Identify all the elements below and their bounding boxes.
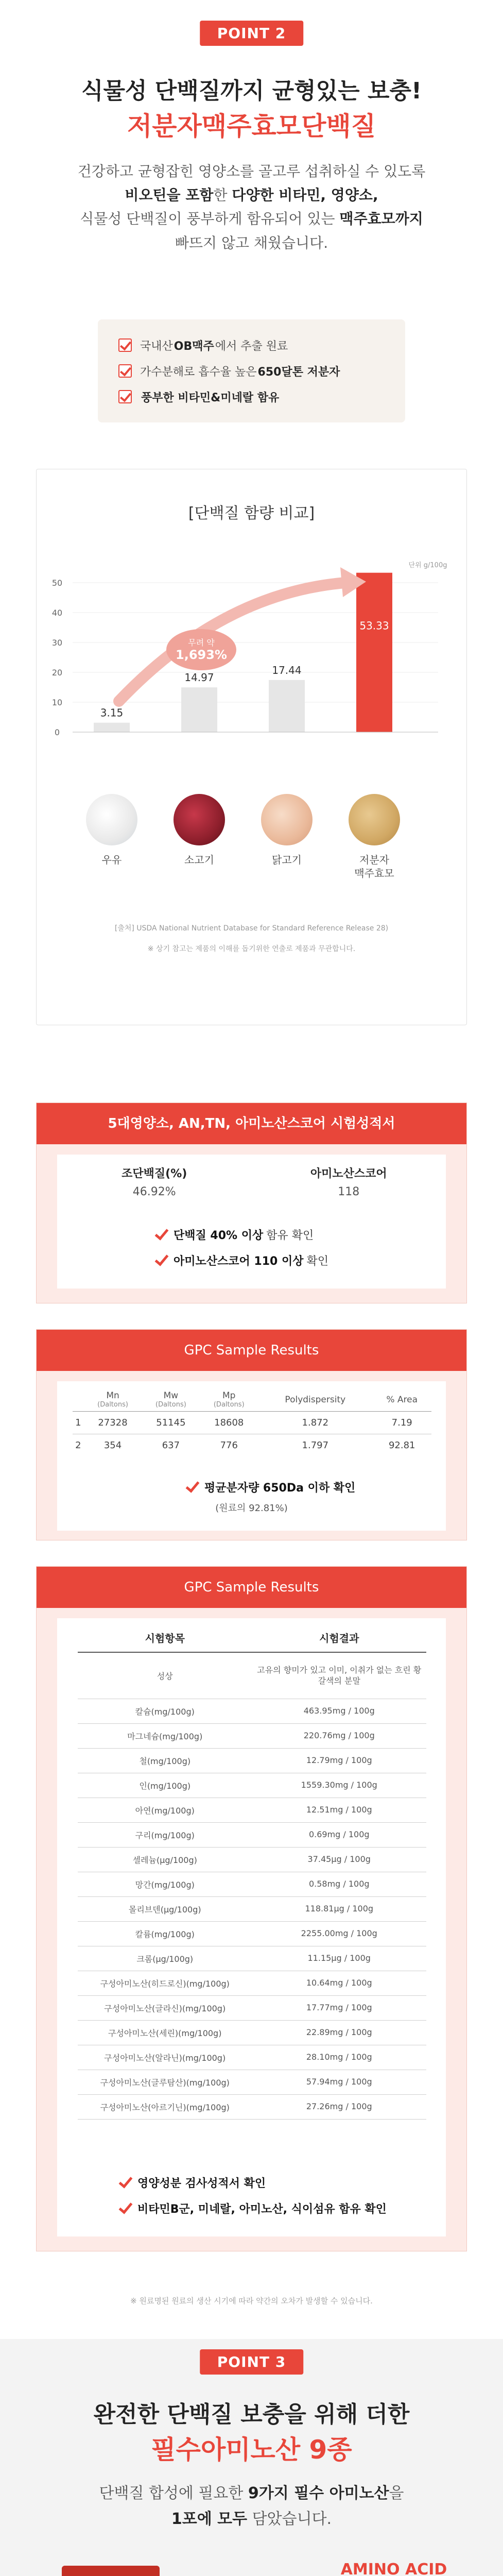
test-report-panel bbox=[36, 1103, 467, 1303]
stick-cap bbox=[62, 2566, 160, 2576]
desc-line-2: 비오틴을 포함한 다양한 비타민, 영양소, bbox=[125, 187, 378, 204]
checkbox-icon bbox=[118, 390, 132, 403]
nutrient-result: 37.45μg / 100g bbox=[252, 1847, 427, 1872]
unit-label: 단위 g/100g bbox=[408, 562, 447, 569]
check-icon bbox=[155, 1229, 167, 1241]
point2-headline: 식물성 단백질까지 균형있는 보충! bbox=[81, 78, 422, 104]
check-protein: 단백질 40% 이상 함유 확인 bbox=[155, 1227, 314, 1243]
nutrient-item: 구성아미노산(아르기닌)(mg/100g) bbox=[78, 2094, 252, 2119]
table-row bbox=[78, 1946, 426, 1971]
y-tick-label: 0 bbox=[54, 727, 60, 737]
bar-value-label: 17.44 bbox=[272, 664, 302, 676]
nutrient-result: 0.69mg / 100g bbox=[252, 1822, 427, 1847]
nutrient-result: 17.77mg / 100g bbox=[252, 1995, 427, 2020]
chart-disclaimer: ※ 상기 참고는 제품의 이해를 돕기위한 연출로 제품과 무관합니다. bbox=[147, 945, 356, 953]
point2-badge: POINT 2 bbox=[200, 21, 304, 46]
chart-source: [출처] USDA National Nutrient Database for Standard Reference Release 28) bbox=[114, 924, 389, 933]
chart-title: [단백질 함량 비교] bbox=[188, 504, 315, 522]
nutrient-table bbox=[78, 1623, 426, 2120]
amino-score-value: 118 bbox=[338, 1185, 360, 1198]
nutrient-item: 칼륨(mg/100g) bbox=[78, 1921, 252, 1946]
nutrient-result: 1559.30mg / 100g bbox=[252, 1773, 427, 1798]
amino-score-label: 아미노산스코어 bbox=[310, 1167, 387, 1180]
point2-subheadline: 저분자맥주효모단백질 bbox=[127, 111, 376, 141]
nutrient-body bbox=[57, 1618, 446, 2236]
nutrient-item: 마그네슘(mg/100g) bbox=[78, 1723, 252, 1748]
table-row bbox=[78, 2045, 426, 2070]
nutrient-result: 2255.00mg / 100g bbox=[252, 1921, 427, 1946]
check-icon bbox=[186, 1481, 198, 1494]
bar-value-label: 14.97 bbox=[184, 671, 214, 684]
point3-section bbox=[0, 2339, 503, 2576]
nutrient-item: 크롬(μg/100g) bbox=[78, 1946, 252, 1971]
food-label: 우유 bbox=[101, 854, 122, 866]
gpc-results-panel bbox=[36, 1329, 467, 1540]
point3-headline: 완전한 단백질 보충을 위해 더한 bbox=[93, 2401, 410, 2428]
gpc-header: GPC Sample Results bbox=[37, 1330, 466, 1371]
nutrient-result: 57.94mg / 100g bbox=[252, 2070, 427, 2094]
bar-1 bbox=[94, 723, 130, 732]
amino-acid-title: AMINO ACID bbox=[340, 2561, 447, 2576]
bar-3 bbox=[269, 680, 305, 732]
table-row bbox=[78, 2070, 426, 2094]
table-row bbox=[78, 1971, 426, 1995]
y-tick-label: 20 bbox=[51, 668, 63, 677]
desc-line-2: 1포에 모두 담았습니다. bbox=[171, 2510, 332, 2528]
desc-line-4: 빠뜨지 않고 채웠습니다. bbox=[175, 234, 328, 251]
checklist-item: 가수분해로 흡수율 높은 650달톤 저분자 bbox=[118, 361, 341, 381]
nutrient-result: 12.51mg / 100g bbox=[252, 1798, 427, 1822]
chicken-image bbox=[261, 794, 313, 845]
table-row bbox=[78, 1773, 426, 1798]
nutrient-item: 구성아미노산(글루탐산)(mg/100g) bbox=[78, 2070, 252, 2094]
table-row bbox=[78, 1652, 426, 1699]
nutrient-result: 118.81μg / 100g bbox=[252, 1896, 427, 1921]
bar-4 bbox=[356, 573, 392, 732]
test-report-header: 5대영양소, AN,TN, 아미노산스코어 시험성적서 bbox=[37, 1103, 466, 1144]
nutrient-result: 10.64mg / 100g bbox=[252, 1971, 427, 1995]
nutrient-item: 칼슘(mg/100g) bbox=[78, 1699, 252, 1723]
protein-label: 조단백질(%) bbox=[122, 1167, 187, 1180]
gpc-table-header: Mn (Daltons) Mw (Daltons) Mp (Daltons) Polydispersity % Area bbox=[73, 1388, 431, 1411]
nutrient-result: 27.26mg / 100g bbox=[252, 2094, 427, 2119]
table-row bbox=[78, 1921, 426, 1946]
nutrient-item: 구성아미노산(히드로신)(mg/100g) bbox=[78, 1971, 252, 1995]
table-row: 1 27328 51145 18608 1.872 7.19 bbox=[73, 1411, 431, 1434]
y-tick-label: 30 bbox=[51, 638, 63, 648]
product-stick-image bbox=[62, 2566, 160, 2576]
table-row bbox=[78, 1896, 426, 1921]
check-vitamins: 비타민B군, 미네랄, 아미노산, 식이섬유 함유 확인 bbox=[119, 2200, 390, 2216]
table-row bbox=[78, 1699, 426, 1723]
nutrient-result: 463.95mg / 100g bbox=[252, 1699, 427, 1723]
table-row bbox=[78, 2020, 426, 2045]
nutrient-results-panel bbox=[36, 1566, 467, 2251]
table-row bbox=[78, 1995, 426, 2020]
point3-description bbox=[0, 2481, 503, 2532]
gpc-body bbox=[57, 1381, 446, 1531]
checklist-item: 국내산 OB맥주 에서 추출 원료 bbox=[118, 335, 288, 355]
nutrient-item: 아연(mg/100g) bbox=[78, 1798, 252, 1822]
bar-2 bbox=[181, 687, 217, 732]
bar-value-label: 53.33 bbox=[359, 619, 389, 632]
checklist-item: 풍부한 비타민&미네랄 함유 bbox=[118, 386, 280, 407]
protein-comparison-chart bbox=[36, 469, 467, 1025]
nutrient-item: 구성아미노산(글라신)(mg/100g) bbox=[78, 1995, 252, 2020]
nutrient-header: GPC Sample Results bbox=[37, 1567, 466, 1608]
nutrient-item: 구성아미노산(알라닌)(mg/100g) bbox=[78, 2045, 252, 2070]
table-row bbox=[78, 1822, 426, 1847]
nutrient-item: 망간(mg/100g) bbox=[78, 1872, 252, 1896]
food-label: 닭고기 bbox=[272, 854, 302, 866]
desc-line-1: 단백질 합성에 필요한 9가지 필수 아미노산을 bbox=[99, 2484, 404, 2502]
check-icon bbox=[119, 2202, 131, 2215]
point3-subheadline: 필수아미노산 9종 bbox=[151, 2435, 352, 2465]
nutrient-item: 몰리브덴(μg/100g) bbox=[78, 1896, 252, 1921]
feature-checklist bbox=[98, 319, 405, 422]
nutrient-item: 구성아미노산(세린)(mg/100g) bbox=[78, 2020, 252, 2045]
check-nutrient-report: 영양성분 검사성적서 확인 bbox=[119, 2175, 269, 2191]
protein-bar-chart bbox=[37, 531, 467, 778]
check-amino-score: 아미노산스코어 110 이상 확인 bbox=[155, 1252, 328, 1268]
milk-image bbox=[86, 794, 137, 845]
protein-value: 46.92% bbox=[132, 1185, 176, 1198]
beef-image bbox=[174, 794, 225, 845]
y-tick-label: 10 bbox=[51, 698, 63, 707]
nutrient-result: 12.79mg / 100g bbox=[252, 1748, 427, 1773]
growth-badge-value: 1,693% bbox=[176, 648, 227, 662]
point2-description bbox=[0, 160, 503, 255]
nutrient-result: 고유의 향미가 있고 이미, 이취가 없는 흐린 황갈색의 분말 bbox=[252, 1652, 427, 1699]
molecular-weight-note: (원료의 92.81%) bbox=[215, 1503, 288, 1514]
check-molecular-weight: 평균분자량 650Da 이하 확인 bbox=[186, 1479, 358, 1495]
nutrient-table-header: 시험항목 시험결과 bbox=[78, 1623, 426, 1652]
checkbox-icon bbox=[118, 364, 132, 378]
check-icon bbox=[155, 1255, 167, 1267]
nutrient-item: 철(mg/100g) bbox=[78, 1748, 252, 1773]
nutrient-item: 성상 bbox=[78, 1652, 252, 1699]
check-icon bbox=[119, 2177, 131, 2189]
nutrient-result: 11.15μg / 100g bbox=[252, 1946, 427, 1971]
bar-value-label: 3.15 bbox=[100, 706, 124, 719]
nutrient-item: 구리(mg/100g) bbox=[78, 1822, 252, 1847]
food-label: 소고기 bbox=[184, 854, 214, 866]
nutrient-item: 인(mg/100g) bbox=[78, 1773, 252, 1798]
nutrient-result: 220.76mg / 100g bbox=[252, 1723, 427, 1748]
table-row bbox=[78, 1847, 426, 1872]
nutrient-result: 22.89mg / 100g bbox=[252, 2020, 427, 2045]
nutrient-item: 셀레늄(μg/100g) bbox=[78, 1847, 252, 1872]
food-label: 저분자 맥주효모 bbox=[354, 854, 394, 879]
checkbox-icon bbox=[118, 338, 132, 352]
desc-line-1: 건강하고 균형잡힌 영양소를 골고루 섭취하실 수 있도록 bbox=[77, 163, 426, 180]
table-row: 2 354 637 776 1.797 92.81 bbox=[75, 1439, 415, 1451]
yeast-powder-image bbox=[349, 794, 400, 845]
point3-badge: POINT 3 bbox=[200, 2349, 304, 2375]
y-tick-label: 50 bbox=[51, 578, 63, 588]
nutrient-result: 28.10mg / 100g bbox=[252, 2045, 427, 2070]
table-row bbox=[78, 1723, 426, 1748]
nutrient-result: 0.58mg / 100g bbox=[252, 1872, 427, 1896]
y-tick-label: 40 bbox=[51, 608, 63, 618]
test-report-body bbox=[57, 1155, 446, 1289]
table-row bbox=[78, 1872, 426, 1896]
footnote: ※ 원료명된 원료의 생산 시기에 따라 약간의 오차가 발생할 수 있습니다. bbox=[130, 2296, 373, 2306]
gpc-table bbox=[73, 1388, 431, 1456]
growth-badge-top: 무려 약 bbox=[188, 638, 215, 648]
table-row bbox=[78, 1798, 426, 1822]
table-row bbox=[78, 2094, 426, 2119]
desc-line-3: 식물성 단백질이 풍부하게 함유되어 있는 맥주효모까지 bbox=[80, 210, 423, 228]
table-row bbox=[78, 1748, 426, 1773]
